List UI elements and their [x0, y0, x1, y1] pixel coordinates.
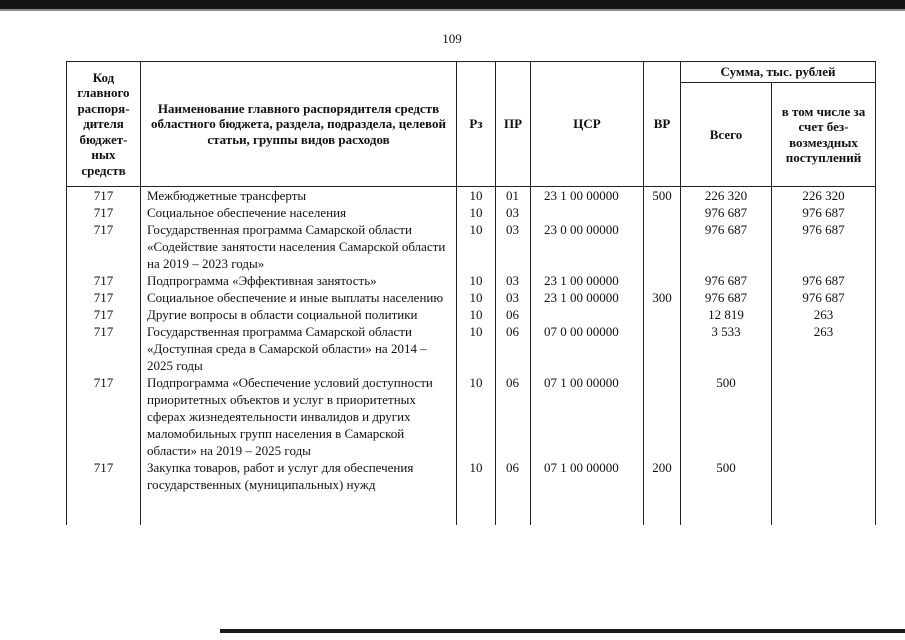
- cell-name: Государственная программа Самарской области «Содействие занятости населения Самарской области на 2019 – 2023 годы»: [141, 221, 457, 272]
- table-row: [67, 459, 876, 525]
- table-row: [67, 306, 876, 323]
- cell-rz: 10: [457, 374, 496, 459]
- scan-top-border-shadow: [0, 9, 905, 11]
- cell-total: 500: [681, 374, 772, 459]
- cell-csr: 23 1 00 00000: [531, 187, 644, 205]
- cell-rz: 10: [457, 187, 496, 205]
- cell-vr: [644, 323, 681, 374]
- cell-incl: 976 687: [772, 221, 876, 272]
- cell-incl: 263: [772, 323, 876, 374]
- cell-csr: 23 0 00 00000: [531, 221, 644, 272]
- header-sum: Сумма, тыс. рублей: [681, 62, 876, 83]
- table-row: [67, 221, 876, 272]
- cell-pr: 06: [496, 374, 531, 459]
- cell-total: 3 533: [681, 323, 772, 374]
- cell-csr: 07 1 00 00000: [531, 374, 644, 459]
- header-rz: Рз: [457, 62, 496, 187]
- cell-vr: [644, 306, 681, 323]
- cell-code: 717: [67, 374, 141, 459]
- cell-code: 717: [67, 306, 141, 323]
- cell-csr: 23 1 00 00000: [531, 272, 644, 289]
- cell-pr: 03: [496, 272, 531, 289]
- cell-incl: [772, 374, 876, 459]
- cell-csr: 07 1 00 00000: [531, 459, 644, 525]
- header-name: Наименование главного распорядителя средств областного бюджета, раздела, подраздела, целевой статьи, группы видов расходов: [141, 62, 457, 187]
- cell-code: 717: [67, 323, 141, 374]
- cell-incl: 976 687: [772, 289, 876, 306]
- cell-rz: 10: [457, 204, 496, 221]
- cell-vr: [644, 221, 681, 272]
- cell-name: Закупка товаров, работ и услуг для обеспечения государственных (муниципальных) нужд: [141, 459, 457, 525]
- cell-total: 12 819: [681, 306, 772, 323]
- cell-vr: [644, 374, 681, 459]
- table-header: [67, 62, 876, 187]
- cell-total: 976 687: [681, 289, 772, 306]
- table-row: [67, 187, 876, 205]
- cell-incl: 263: [772, 306, 876, 323]
- cell-name: Социальное обеспечение и иные выплаты населению: [141, 289, 457, 306]
- cell-pr: 03: [496, 289, 531, 306]
- cell-total: 976 687: [681, 272, 772, 289]
- cell-incl: 976 687: [772, 204, 876, 221]
- cell-code: 717: [67, 221, 141, 272]
- header-row-top: [67, 62, 876, 83]
- cell-code: 717: [67, 204, 141, 221]
- cell-total: 500: [681, 459, 772, 525]
- cell-total: 976 687: [681, 204, 772, 221]
- scan-top-border: [0, 0, 905, 9]
- cell-pr: 03: [496, 204, 531, 221]
- table-body: [67, 187, 876, 526]
- header-incl: в том числе за счет без-возмездных поступлений: [772, 83, 876, 187]
- table-row: [67, 204, 876, 221]
- cell-pr: 01: [496, 187, 531, 205]
- cell-vr: 200: [644, 459, 681, 525]
- cell-name: Социальное обеспечение населения: [141, 204, 457, 221]
- budget-table: [66, 61, 876, 525]
- cell-incl: 226 320: [772, 187, 876, 205]
- cell-name: Другие вопросы в области социальной политики: [141, 306, 457, 323]
- header-pr: ПР: [496, 62, 531, 187]
- cell-code: 717: [67, 187, 141, 205]
- cell-rz: 10: [457, 289, 496, 306]
- table-row: [67, 272, 876, 289]
- cell-pr: 06: [496, 459, 531, 525]
- cell-incl: [772, 459, 876, 525]
- cell-total: 976 687: [681, 221, 772, 272]
- scan-bottom-border: [220, 629, 905, 633]
- cell-vr: [644, 204, 681, 221]
- cell-pr: 03: [496, 221, 531, 272]
- cell-code: 717: [67, 459, 141, 525]
- cell-rz: 10: [457, 221, 496, 272]
- cell-rz: 10: [457, 272, 496, 289]
- cell-incl: 976 687: [772, 272, 876, 289]
- cell-csr: 07 0 00 00000: [531, 323, 644, 374]
- cell-name: Межбюджетные трансферты: [141, 187, 457, 205]
- cell-pr: 06: [496, 323, 531, 374]
- cell-rz: 10: [457, 323, 496, 374]
- cell-total: 226 320: [681, 187, 772, 205]
- header-total: Всего: [681, 83, 772, 187]
- cell-csr: [531, 306, 644, 323]
- cell-name: Подпрограмма «Эффективная занятость»: [141, 272, 457, 289]
- table-row: [67, 289, 876, 306]
- cell-pr: 06: [496, 306, 531, 323]
- cell-csr: 23 1 00 00000: [531, 289, 644, 306]
- header-csr: ЦСР: [531, 62, 644, 187]
- cell-code: 717: [67, 289, 141, 306]
- cell-vr: 300: [644, 289, 681, 306]
- cell-code: 717: [67, 272, 141, 289]
- page-number: 109: [442, 31, 462, 46]
- header-vr: ВР: [644, 62, 681, 187]
- cell-vr: [644, 272, 681, 289]
- table-row: [67, 323, 876, 374]
- cell-rz: 10: [457, 306, 496, 323]
- table-row: [67, 374, 876, 459]
- cell-csr: [531, 204, 644, 221]
- header-code: Код главного распоря-дителя бюджет-ных средств: [67, 62, 141, 187]
- cell-rz: 10: [457, 459, 496, 525]
- cell-vr: 500: [644, 187, 681, 205]
- cell-name: Подпрограмма «Обеспечение условий доступности приоритетных объектов и услуг в приоритетных сферах жизнедеятельности инвалидов и других маломобильных групп населения в Самарской области» на 2019 – 2025 годы: [141, 374, 457, 459]
- cell-name: Государственная программа Самарской области «Доступная среда в Самарской области» на 2014 – 2025 годы: [141, 323, 457, 374]
